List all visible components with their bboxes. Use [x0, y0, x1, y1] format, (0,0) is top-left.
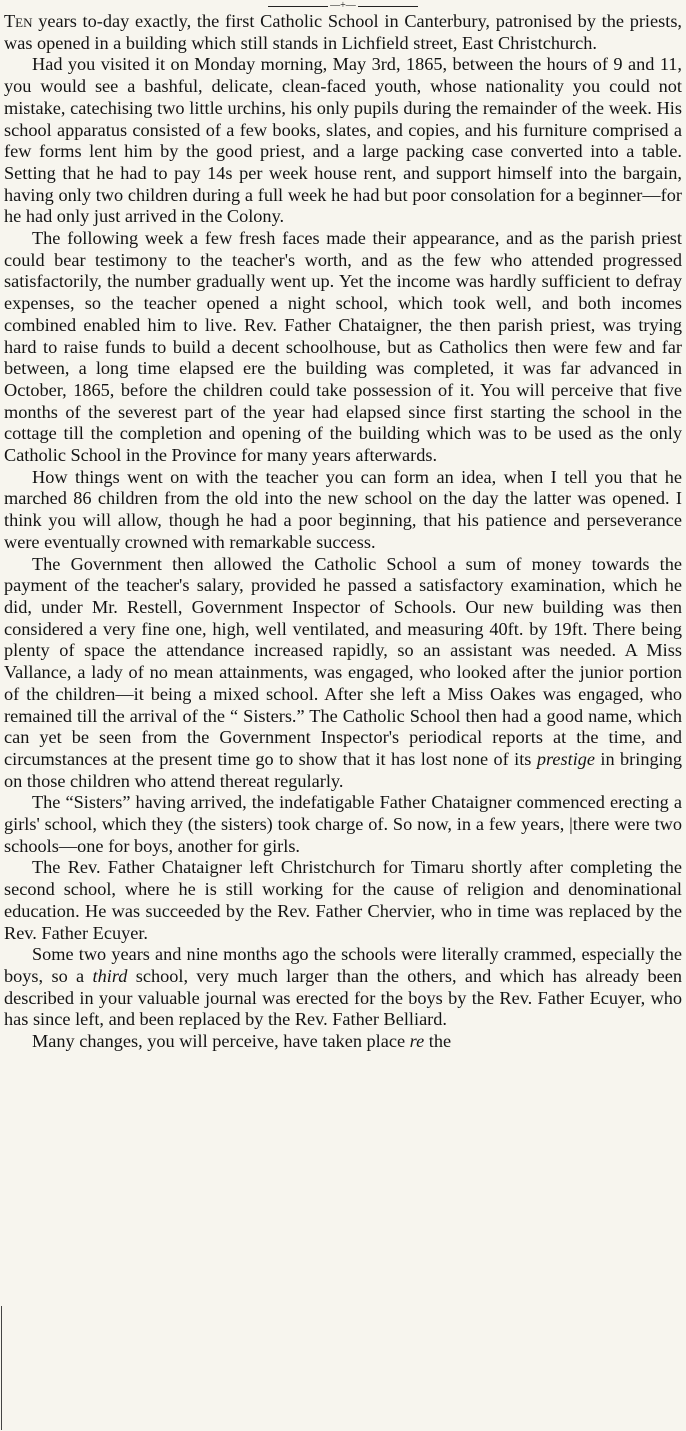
rule-ornament: —+—	[330, 0, 356, 11]
paragraph-8-text-b: school, very much larger than the others, and which has already been described in your valuable journal was erected for the boys by the Rev. Father Ecuyer, who has since left, and been replaced by the Rev. Father Belliard.	[4, 965, 682, 1030]
paragraph-1	[4, 11, 682, 54]
paragraph-9-text-b: the	[424, 1031, 452, 1052]
column-margin-line	[1, 1306, 2, 1430]
paragraph-3: The following week a few fresh faces made their appearance, and as the parish priest could bear testimony to the teacher's worth, and as the few who attended progressed satisfactorily, the number gradually went up. Yet the income was hardly sufficient to defray expenses, so the teacher opened a night school, which took well, and both incomes combined enabled him to live. Rev. Father Chataigner, the then parish priest, was trying hard to raise funds to build a decent schoolhouse, but as Catholics then were few and far between, a long time elapsed ere the building was completed, it was far advanced in October, 1865, before the children could take possession of it. You will perceive that five months of the severest part of the year had elapsed since first starting the school in the cottage till the completion and opening of the building which was to be used as the only Catholic School in the Province for many years afterwards.	[4, 228, 682, 466]
paragraph-9-italic: re	[409, 1031, 425, 1052]
lead-word: Ten	[4, 11, 33, 31]
paragraph-9	[4, 1031, 682, 1053]
paragraph-8	[4, 944, 682, 1031]
paragraph-1-text: years to-day exactly, the first Catholic School in Canterbury, patronised by the priests, was opened in a building which still stands in Lichfield street, East Christchurch.	[4, 11, 682, 53]
paragraph-8-italic: third	[92, 965, 128, 986]
paragraph-5-text-b: in bringing on those children who attend thereat regularly.	[4, 748, 682, 791]
ornamental-rule	[0, 2, 686, 10]
paragraph-9-text-a: Many changes, you will perceive, have taken place	[32, 1031, 410, 1052]
paragraph-6: The “Sisters” having arrived, the indefatigable Father Chataigner commenced erecting a girls' school, which they (the sisters) took charge of. So now, in a few years, |there were two schools—one for boys, another for girls.	[4, 792, 682, 856]
rule-line-right	[358, 6, 418, 7]
paragraph-5-italic: prestige	[536, 748, 596, 769]
paragraph-5	[4, 554, 682, 793]
paragraph-5-text-a: The Government then allowed the Catholic School a sum of money towards the payment of the teacher's salary, provided he passed a satisfactory examination, which he did, under Mr. Restell, Government Inspector of Schools. Our new building was then considered a very fine one, high, well ventilated, and measuring 40ft. by 19ft. There being plenty of space the attendance increased rapidly, so an assistant was needed. A Miss Vallance, a lady of no mean attainments, was engaged, who looked after the junior portion of the children—it being a mixed school. After she left a Miss Oakes was engaged, who remained till the arrival of the “ Sisters.” The Catholic School then had a good name, which can yet be seen from the Government Inspector's periodical reports at the time, and circumstances at the present time go to show that it has lost none of its	[4, 553, 682, 769]
rule-line-left	[268, 6, 328, 7]
article-body	[4, 11, 682, 1053]
paragraph-4: How things went on with the teacher you can form an idea, when I tell you that he marched 86 children from the old into the new school on the day the latter was opened. I think you will allow, though he had a poor beginning, that his patience and perseverance were eventually crowned with remarkable success.	[4, 466, 682, 552]
paragraph-8-text-a: Some two years and nine months ago the schools were literally crammed, especially the boys, so a	[4, 944, 682, 986]
paragraph-7: The Rev. Father Chataigner left Christchurch for Timaru shortly after completing the second school, where he is still working for the cause of religion and denominational education. He was succeeded by the Rev. Father Chervier, who in time was replaced by the Rev. Father Ecuyer.	[4, 857, 682, 943]
paragraph-2: Had you visited it on Monday morning, May 3rd, 1865, between the hours of 9 and 11, you would see a bashful, delicate, clean-faced youth, whose nationality you could not mistake, catechising two little urchins, his only pupils during the remainder of the week. His school apparatus consisted of a few books, slates, and copies, and his furniture comprised a few forms lent him by the good priest, and a large packing case converted into a table. Setting that he had to pay 14s per week house rent, and support himself into the bargain, having only two children during a full week he had but poor consolation for a beginner—for he had only just arrived in the Colony.	[4, 54, 682, 227]
